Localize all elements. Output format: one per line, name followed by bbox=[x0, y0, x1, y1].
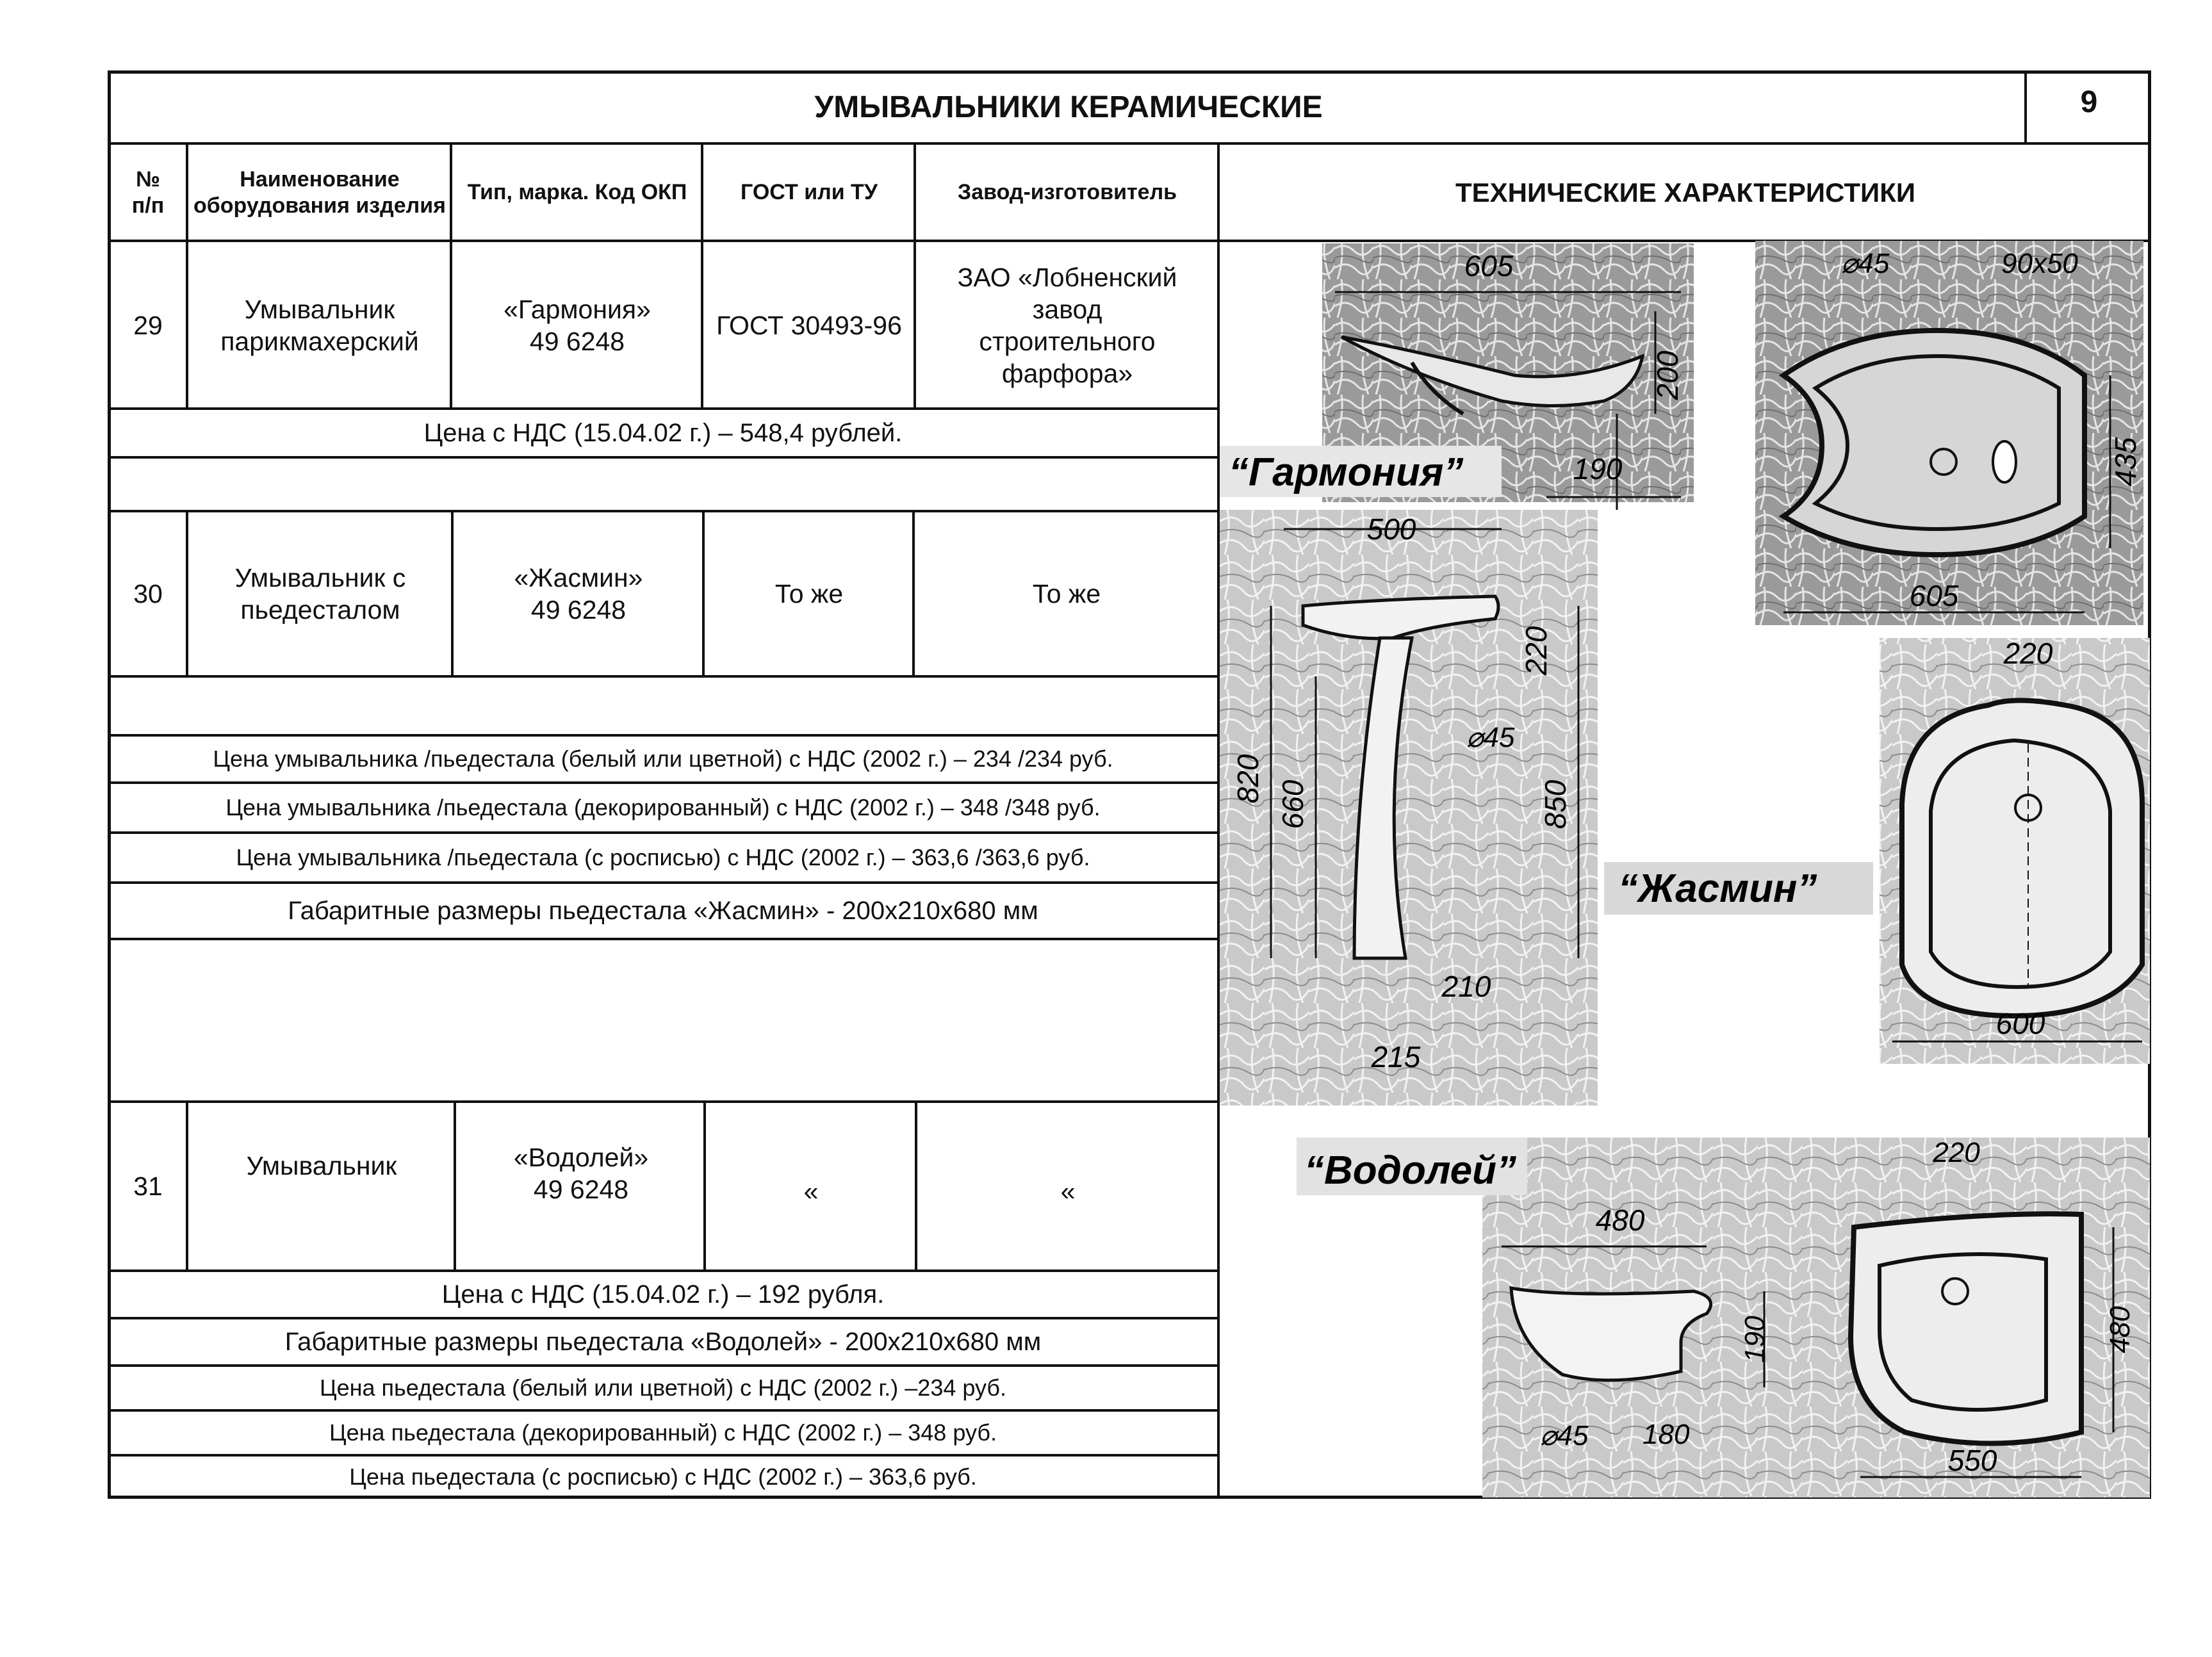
dim-jasmin-210: 210 bbox=[1441, 970, 1491, 1003]
col-header-num: № п/п bbox=[131, 167, 165, 218]
row-29-type: «Гармония» 49 6248 bbox=[504, 294, 651, 356]
row-29-name: Умывальник парикмахерский bbox=[220, 294, 419, 356]
dim-vodoley-180: 180 bbox=[1643, 1419, 1690, 1450]
jasmin-top-drawing bbox=[1880, 637, 2150, 1064]
col-header-tech: ТЕХНИЧЕСКИЕ ХАРАКТЕРИСТИКИ bbox=[1455, 177, 1916, 208]
page-number: 9 bbox=[2080, 85, 2098, 119]
row-30-note-4: Габаритные размеры пьедестала «Жасмин» - 200х210х680 мм bbox=[288, 896, 1038, 925]
row-31-note-5: Цена пьедестала (с росписью) с НДС (2002 г.) – 363,6 руб. bbox=[349, 1464, 977, 1490]
dim-jasmin-220: 220 bbox=[1520, 626, 1553, 676]
vodoley-drawing bbox=[1297, 1137, 2150, 1498]
row-30-line bbox=[108, 675, 1218, 678]
dim-vodoley-220: 220 bbox=[1933, 1137, 1980, 1168]
row-30-note-2: Цена умывальника /пьедестала (декорированный) с НДС (2002 г.) – 348 /348 руб. bbox=[225, 794, 1101, 821]
dim-jasmin-600: 600 bbox=[1995, 1007, 2045, 1040]
row-31-note-4: Цена пьедестала (декорированный) с НДС (2002 г.) – 348 руб. bbox=[329, 1419, 997, 1446]
dim-jasmin-850: 850 bbox=[1539, 780, 1572, 829]
row-31-type: «Водолей» 49 6248 bbox=[513, 1142, 649, 1204]
col-header-name: Наименование оборудования изделия bbox=[193, 167, 446, 218]
dim-jasmin-820: 820 bbox=[1231, 754, 1265, 804]
jasmin-side-drawing bbox=[1220, 510, 1598, 1106]
dim-jasmin-d45: ⌀45 bbox=[1466, 722, 1515, 753]
garmonia-top-drawing bbox=[1755, 241, 2143, 625]
dim-vodoley-480-top: 480 bbox=[2104, 1306, 2136, 1353]
garmonia-side-drawing bbox=[1220, 243, 1694, 510]
row-30-note-1: Цена умывальника /пьедестала (белый или цветной) с НДС (2002 г.) – 234 /234 руб. bbox=[213, 746, 1113, 772]
row-30-type: «Жасмин» 49 6248 bbox=[514, 562, 643, 624]
dim-garmonia-200: 200 bbox=[1651, 350, 1684, 400]
label-garmonia: “Гармония” bbox=[1229, 450, 1464, 494]
dim-garmonia-605: 605 bbox=[1464, 249, 1514, 282]
row-31-name: Умывальник bbox=[246, 1150, 397, 1180]
row-30-gost: То же bbox=[774, 578, 844, 608]
dim-jasmin-500: 500 bbox=[1366, 512, 1416, 546]
dim-vodoley-480: 480 bbox=[1595, 1204, 1645, 1237]
col-header-gost: ГОСТ или ТУ bbox=[741, 180, 878, 205]
dim-vodoley-d45: ⌀45 bbox=[1540, 1420, 1589, 1451]
label-jasmin: “Жасмин” bbox=[1618, 867, 1817, 911]
row-29-gost: ГОСТ 30493-96 bbox=[716, 310, 902, 340]
dim-jasmin-660: 660 bbox=[1276, 780, 1309, 829]
row-31-maker: « bbox=[1060, 1176, 1076, 1206]
row-31-gost: « bbox=[803, 1176, 819, 1206]
col-header-type: Тип, марка. Код ОКП bbox=[467, 180, 687, 205]
row-29-num: 29 bbox=[133, 310, 163, 340]
dim-garmonia-435: 435 bbox=[2109, 437, 2142, 487]
dim-garmonia-190: 190 bbox=[1573, 452, 1623, 486]
dim-garmonia-d45: ⌀45 bbox=[1841, 248, 1890, 279]
dim-jasmin-215: 215 bbox=[1371, 1040, 1421, 1073]
row-29-maker: ЗАО «Лобненский завод строительного фарфора» bbox=[957, 262, 1177, 389]
row-30-maker: То же bbox=[1032, 578, 1101, 608]
row-30-note-line-4 bbox=[108, 938, 1218, 940]
dim-jasmin-220-top: 220 bbox=[2003, 637, 2053, 670]
row-29-note-1: Цена с НДС (15.04.02 г.) – 548,4 рублей. bbox=[423, 418, 903, 447]
row-31-num: 31 bbox=[133, 1171, 163, 1201]
page-title: УМЫВАЛЬНИКИ КЕРАМИЧЕСКИЕ bbox=[814, 90, 1323, 124]
col-header-maker: Завод-изготовитель bbox=[957, 180, 1177, 205]
row-30-num: 30 bbox=[133, 578, 163, 608]
dim-garmonia-90x50: 90x50 bbox=[2001, 248, 2078, 279]
row-31-note-3: Цена пьедестала (белый или цветной) с НДС (2002 г.) –234 руб. bbox=[319, 1375, 1007, 1401]
label-vodoley: “Водолей” bbox=[1304, 1148, 1516, 1193]
dim-garmonia-605-bottom: 605 bbox=[1909, 579, 1959, 612]
row-30-name: Умывальник с пьедесталом bbox=[234, 562, 406, 624]
dim-vodoley-550: 550 bbox=[1947, 1444, 1997, 1477]
row-31-note-1: Цена с НДС (15.04.02 г.) – 192 рубля. bbox=[441, 1280, 885, 1309]
row-29-note-line bbox=[108, 456, 1218, 459]
row-30-note-3: Цена умывальника /пьедестала (с росписью) с НДС (2002 г.) – 363,6 /363,6 руб. bbox=[236, 844, 1090, 871]
row-31-note-2: Габаритные размеры пьедестала «Водолей» - 200х210х680 мм bbox=[284, 1327, 1042, 1356]
technical-drawings bbox=[1220, 241, 2150, 1498]
dim-vodoley-190: 190 bbox=[1739, 1316, 1771, 1363]
